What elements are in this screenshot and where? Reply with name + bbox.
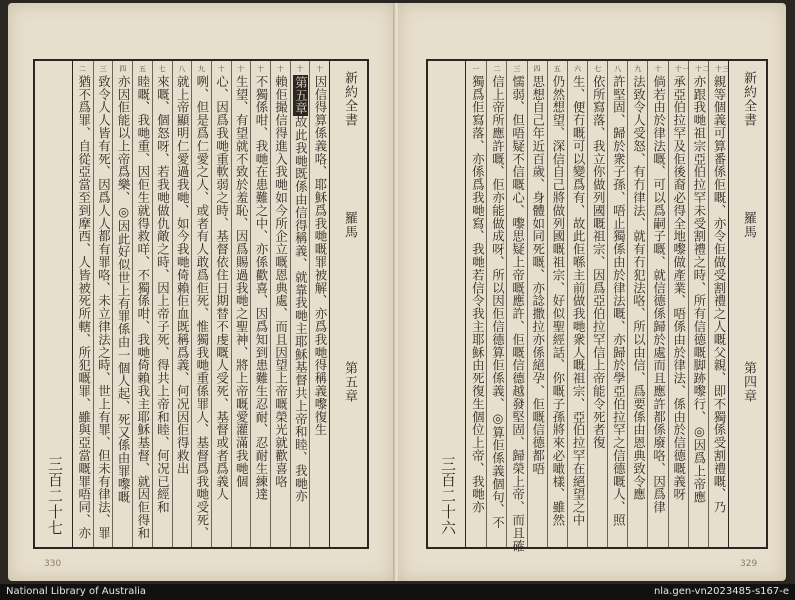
right-corner-mark: 329 [740, 559, 758, 569]
right-column [647, 61, 667, 547]
left-column [309, 61, 329, 547]
left-column-text: 猶不爲罪、自從亞當至到摩西、人皆被死所轄、所犯嘅罪、雖與亞當嘅罪唔同、亦 [76, 75, 92, 540]
left-column-number: 十 [257, 65, 265, 73]
left-column-number: 十 [316, 65, 324, 73]
right-book-title: 新約全書 [741, 71, 756, 127]
left-column-number: 十 [276, 65, 285, 73]
left-column [93, 61, 113, 547]
left-column-text: 就上帝顯明仁愛過我哋、如今我哋倚賴佢血既稱爲義、何况因佢得救出 [175, 75, 191, 475]
right-column [486, 61, 506, 547]
right-column-text: 信上帝所應許嘅、佢亦能做成呀、所以因佢信德算佢係義、◎算佢係義個句、不 [490, 75, 506, 530]
right-column-number: 二 [493, 65, 501, 73]
right-column [607, 61, 627, 547]
left-column-text: 亦因佢能以上帝爲樂、◎因此好似世上有罪係由一個人起、死又係由罪嚟嘅 [116, 75, 132, 504]
right-chapter: 第四章 [741, 361, 756, 403]
left-text-columns [73, 61, 329, 547]
right-column-text: 獨爲佢寫落、亦係爲我哋寫、我哋若信令我主耶穌由死復生個位上帝、我哋亦 [470, 75, 486, 514]
right-column-number: 八 [614, 65, 622, 73]
left-column [270, 61, 290, 547]
right-column [547, 61, 567, 547]
left-column-text: 因信得算係義咯、耶穌爲我哋嘅罪被解、亦爲我哋得稱義嚟復生 [313, 75, 328, 437]
right-column-text: 親等個義可算番係佢嘅、亦令佢做受割禮之人嘅父親、即不獨係受割禮嘅、乃 [712, 75, 727, 514]
right-column-number: 三 [513, 65, 522, 73]
right-column [527, 61, 547, 547]
right-column-number: 十 [654, 65, 662, 73]
right-column-number: 七 [594, 65, 602, 73]
right-column [627, 61, 647, 547]
left-column-text: 致令人人皆有死、因爲人人都有罪咯、未立律法之時、世上有罪、但未有律法、罪 [96, 75, 112, 540]
right-book-name: 羅馬 [741, 211, 756, 239]
left-column [191, 61, 211, 547]
right-column [587, 61, 607, 547]
left-column [73, 61, 93, 547]
left-column [231, 61, 251, 547]
right-column-text: 生、便冇嘅可以變爲有、故此佢喺主前做我哋衆人嘅祖宗、亞伯拉罕在絕望之中 [571, 75, 587, 527]
left-book-title: 新約全書 [342, 71, 357, 127]
left-column-text: 來嘅、個怒呀、若我哋做仇敵之時、因上帝子死、得共上帝和睦、何况已經和 [155, 75, 171, 514]
right-column-text: 承亞伯拉罕及佢後裔必得全地嚟做產業、唔係由於律法、係由於信德嘅義呀 [671, 75, 687, 501]
right-column-text: 仍然想望、深信自己將做列國嘅祖宗、好似聖經話、你嘅子孫將來必噉樣、雖然 [550, 75, 566, 527]
left-column [211, 61, 231, 547]
left-chapter: 第五章 [342, 361, 357, 403]
left-column [152, 61, 172, 547]
footer-library-name: National Library of Australia [6, 586, 147, 597]
right-column-number: 一 [472, 65, 480, 73]
left-book-name: 羅馬 [342, 211, 357, 239]
right-column-text: 懦弱、但唔疑不信嘅心、嚟思疑上帝嘅應許、佢嘅信德越發堅固、歸榮上帝、而且確 [510, 75, 526, 553]
footer-item-id: nla.gen-vn2023485-s167-e [653, 586, 789, 597]
right-page [398, 3, 786, 581]
left-column-text: 不獨係咁、我哋在患難之中、亦係歡喜、因爲知到患難生忍耐、忍耐生練達 [253, 75, 269, 501]
left-column-number: 八 [178, 65, 186, 73]
right-column-number: 四 [533, 65, 542, 73]
left-column-number: 三 [99, 65, 108, 73]
left-column [250, 61, 270, 547]
left-column-number: 七 [158, 65, 167, 73]
left-column [112, 61, 132, 547]
right-column [506, 61, 526, 553]
right-page-frame [426, 59, 768, 553]
right-column [688, 61, 708, 547]
right-column-text: 亦跟我哋祖宗亞伯拉罕未受割禮之時、所有信德嘅脚跡嚟行、◎因爲上帝應 [691, 75, 707, 504]
left-column-text: 賴佢撮信得進入我哋如今所企立嘅恩典處、而且因望上帝嘅榮光就歡喜咯 [273, 75, 289, 488]
left-column-text: 睦嘅、我哋重、因佢生就得救咩、不獨係咁、我哋倚賴我主耶穌基督、就因佢得和 [135, 75, 151, 540]
left-column-text: 第五章故此我哋既係由信得稱義、就靠我哋主耶穌基督共上帝和睦、我哋亦 [293, 76, 309, 503]
left-column-text: 心、因爲我哋重軟弱之時、基督依住日期替不虔嘅人受死、基督或者爲義人 [214, 75, 230, 501]
left-column-number: 五 [138, 65, 147, 73]
left-column-text: 生望、有望就不致於羞恥、因爲賜過我哋之聖神、將上帝嘅愛灌滿我哋個 [234, 75, 250, 488]
right-page-number: 三百二十六 [439, 456, 457, 536]
left-title-strip [329, 61, 367, 547]
left-page-frame [33, 59, 369, 549]
right-column-number: 十三 [714, 65, 730, 73]
right-title-strip [728, 61, 766, 547]
chapter-heading-marker: 第五章 [293, 76, 309, 115]
right-column-text: 法致令人受怒、有冇律法、就有冇犯法咯、所以由信、爲要係由恩典致令應 [631, 75, 647, 501]
left-column [132, 61, 152, 547]
left-column-number: 十 [217, 65, 226, 73]
right-column-number: 九 [634, 65, 642, 73]
left-column [172, 61, 192, 547]
left-page [8, 3, 394, 581]
right-column-text: 倘若由於律法嘅、可以爲嗣子嘅、就信德係歸於處而且應許都係廢咯、因爲律 [651, 75, 667, 514]
left-column [290, 61, 310, 547]
right-column-number: 五 [553, 65, 562, 73]
left-page-number-band [35, 61, 73, 547]
footer-bar [0, 584, 795, 600]
left-column-number: 十 [237, 65, 245, 73]
left-side-strip [35, 61, 73, 547]
right-text-columns [466, 61, 730, 553]
left-column-number: 二 [78, 65, 87, 73]
left-page-number: 三百二十七 [46, 456, 64, 536]
left-column-number: 四 [119, 65, 127, 73]
right-column-number: 六 [573, 65, 582, 73]
right-column-text: 許堅固、歸於衆子孫、唔止獨係由於律法嘅、亦歸於學亞伯拉罕之信德嘅人、照 [611, 75, 627, 527]
right-column [668, 61, 688, 547]
right-column [708, 61, 728, 547]
right-column [466, 61, 486, 547]
left-column-number: 九 [198, 65, 206, 73]
left-column-number: 十 [296, 65, 304, 73]
left-column-text: 咧、但是爲仁愛之人、或者有人敢爲佢死、惟獨我哋重係罪人、基督爲我哋受死、 [194, 75, 210, 540]
right-column [567, 61, 587, 547]
right-column-number: 十一 [674, 65, 690, 73]
right-column-text: 依所寫落、我立你做列國嘅祖宗、因爲亞伯拉罕信上帝能令死者復 [591, 75, 607, 450]
right-side-strip [428, 61, 466, 547]
right-column-number: 十二 [694, 65, 710, 73]
left-corner-mark: 330 [44, 559, 62, 569]
right-column-text: 思想自己年近百歲、身體如同死嘅、亦諗撒拉亦係絕孕、佢嘅信德都唔 [530, 75, 546, 475]
